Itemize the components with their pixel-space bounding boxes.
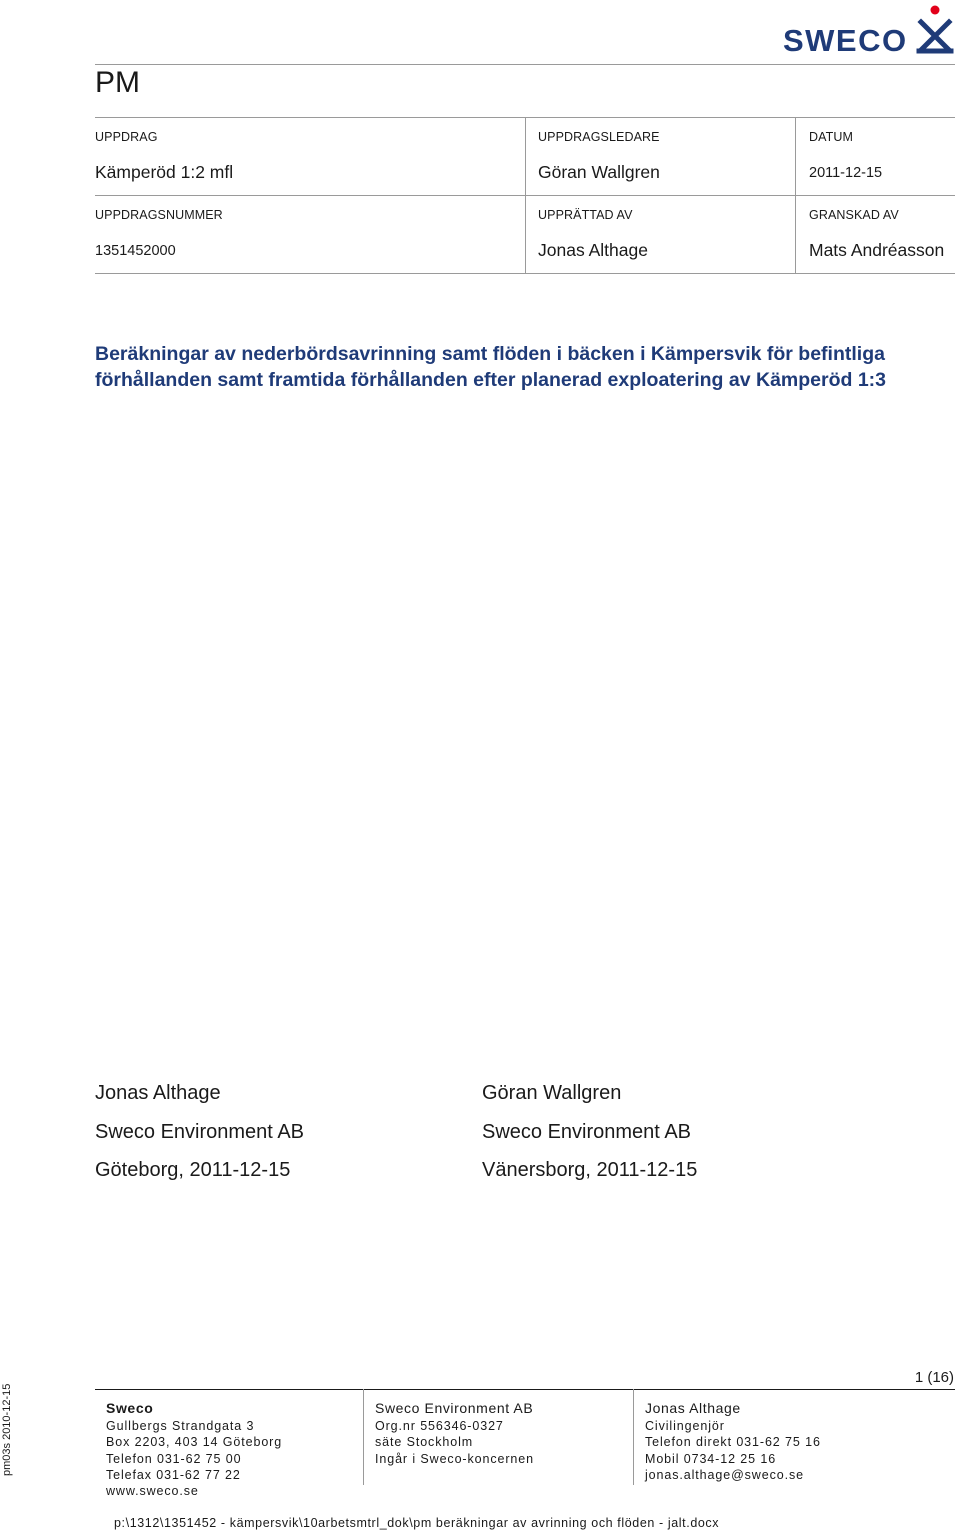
file-path: p:\1312\1351452 - kämpersvik\10arbetsmtrl_dok\pm beräkningar av avrinning och flöden - jalt.docx <box>114 1516 720 1530</box>
document-type: PM <box>95 66 140 99</box>
signature-block-author <box>95 1074 304 1190</box>
granskad-value: Mats Andréasson <box>809 240 945 260</box>
footer-contact-name: Jonas Althage <box>645 1400 741 1416</box>
uppdragsnummer-cell <box>95 196 525 273</box>
granskad-label: GRANSKAD AV <box>809 208 899 222</box>
footer-divider <box>633 1389 634 1485</box>
datum-label: DATUM <box>809 130 854 144</box>
footer-line: Gullbergs Strandgata 3 <box>106 1419 255 1433</box>
upprattad-value: Jonas Althage <box>538 240 648 260</box>
uppdragsledare-value: Göran Wallgren <box>538 162 660 182</box>
granskad-cell <box>795 196 956 273</box>
footer-entity-name: Sweco Environment AB <box>375 1400 534 1416</box>
footer-line: Telefon 031-62 75 00 <box>106 1451 242 1466</box>
signature-place-date: Vänersborg, 2011-12-15 <box>482 1159 698 1181</box>
signature-place-date: Göteborg, 2011-12-15 <box>95 1159 291 1181</box>
signature-company: Sweco Environment AB <box>95 1120 304 1143</box>
metadata-table <box>95 117 955 274</box>
datum-cell <box>795 118 956 195</box>
uppdragsnummer-label: UPPDRAGSNUMMER <box>95 208 223 222</box>
uppdrag-label: UPPDRAG <box>95 130 158 144</box>
template-code: pm03s 2010-12-15 <box>1 1383 13 1476</box>
datum-value: 2011-12-15 <box>809 165 883 181</box>
footer-entity-column <box>375 1398 534 1467</box>
signature-name: Jonas Althage <box>95 1082 221 1104</box>
footer-line: Org.nr 556346-0327 <box>375 1419 504 1433</box>
footer-email-link[interactable]: jonas.althage@sweco.se <box>645 1467 804 1482</box>
footer-company-column <box>106 1398 282 1499</box>
logo-dot-icon <box>931 6 940 15</box>
footer-rule <box>95 1389 955 1390</box>
signature-block-reviewer <box>482 1074 697 1190</box>
page-number: 1 (16) <box>914 1369 954 1386</box>
footer-line: säte Stockholm <box>375 1435 474 1450</box>
uppdragsledare-cell <box>525 118 796 195</box>
footer-line: Civilingenjör <box>645 1419 725 1433</box>
uppdrag-value: Kämperöd 1:2 mfl <box>95 162 234 182</box>
footer-line: Telefax 031-62 77 22 <box>106 1467 241 1482</box>
document-title: Beräkningar av nederbördsavrinning samt flöden i bäcken i Kämpersvik för befintliga förhållanden samt framtida förhållanden efter planerad exploatering av Kämperöd 1:3 <box>95 343 887 391</box>
signature-company: Sweco Environment AB <box>482 1120 691 1143</box>
metadata-row <box>95 195 955 274</box>
uppdragsnummer-value: 1351452000 <box>95 243 176 259</box>
sweco-logo-mark <box>783 4 955 56</box>
header-rule <box>95 64 955 65</box>
logo-cross-icon <box>919 22 951 51</box>
upprattad-cell <box>525 196 796 273</box>
footer-line: Mobil 0734-12 25 16 <box>645 1451 777 1466</box>
upprattad-label: UPPRÄTTAD AV <box>538 208 633 222</box>
uppdrag-cell <box>95 118 525 195</box>
sweco-logo <box>783 4 955 56</box>
uppdragsledare-label: UPPDRAGSLEDARE <box>538 130 660 144</box>
footer-line: Telefon direkt 031-62 75 16 <box>645 1435 821 1450</box>
footer-line: Ingår i Sweco-koncernen <box>375 1451 534 1466</box>
signature-name: Göran Wallgren <box>482 1082 622 1104</box>
metadata-row <box>95 117 955 195</box>
logo-wordmark: SWECO <box>783 23 908 56</box>
footer-line: Box 2203, 403 14 Göteborg <box>106 1435 283 1450</box>
footer-company-name: Sweco <box>106 1400 154 1416</box>
footer-contact-column <box>645 1398 821 1483</box>
footer-divider <box>363 1389 364 1485</box>
footer-website-link[interactable]: www.sweco.se <box>106 1484 199 1499</box>
